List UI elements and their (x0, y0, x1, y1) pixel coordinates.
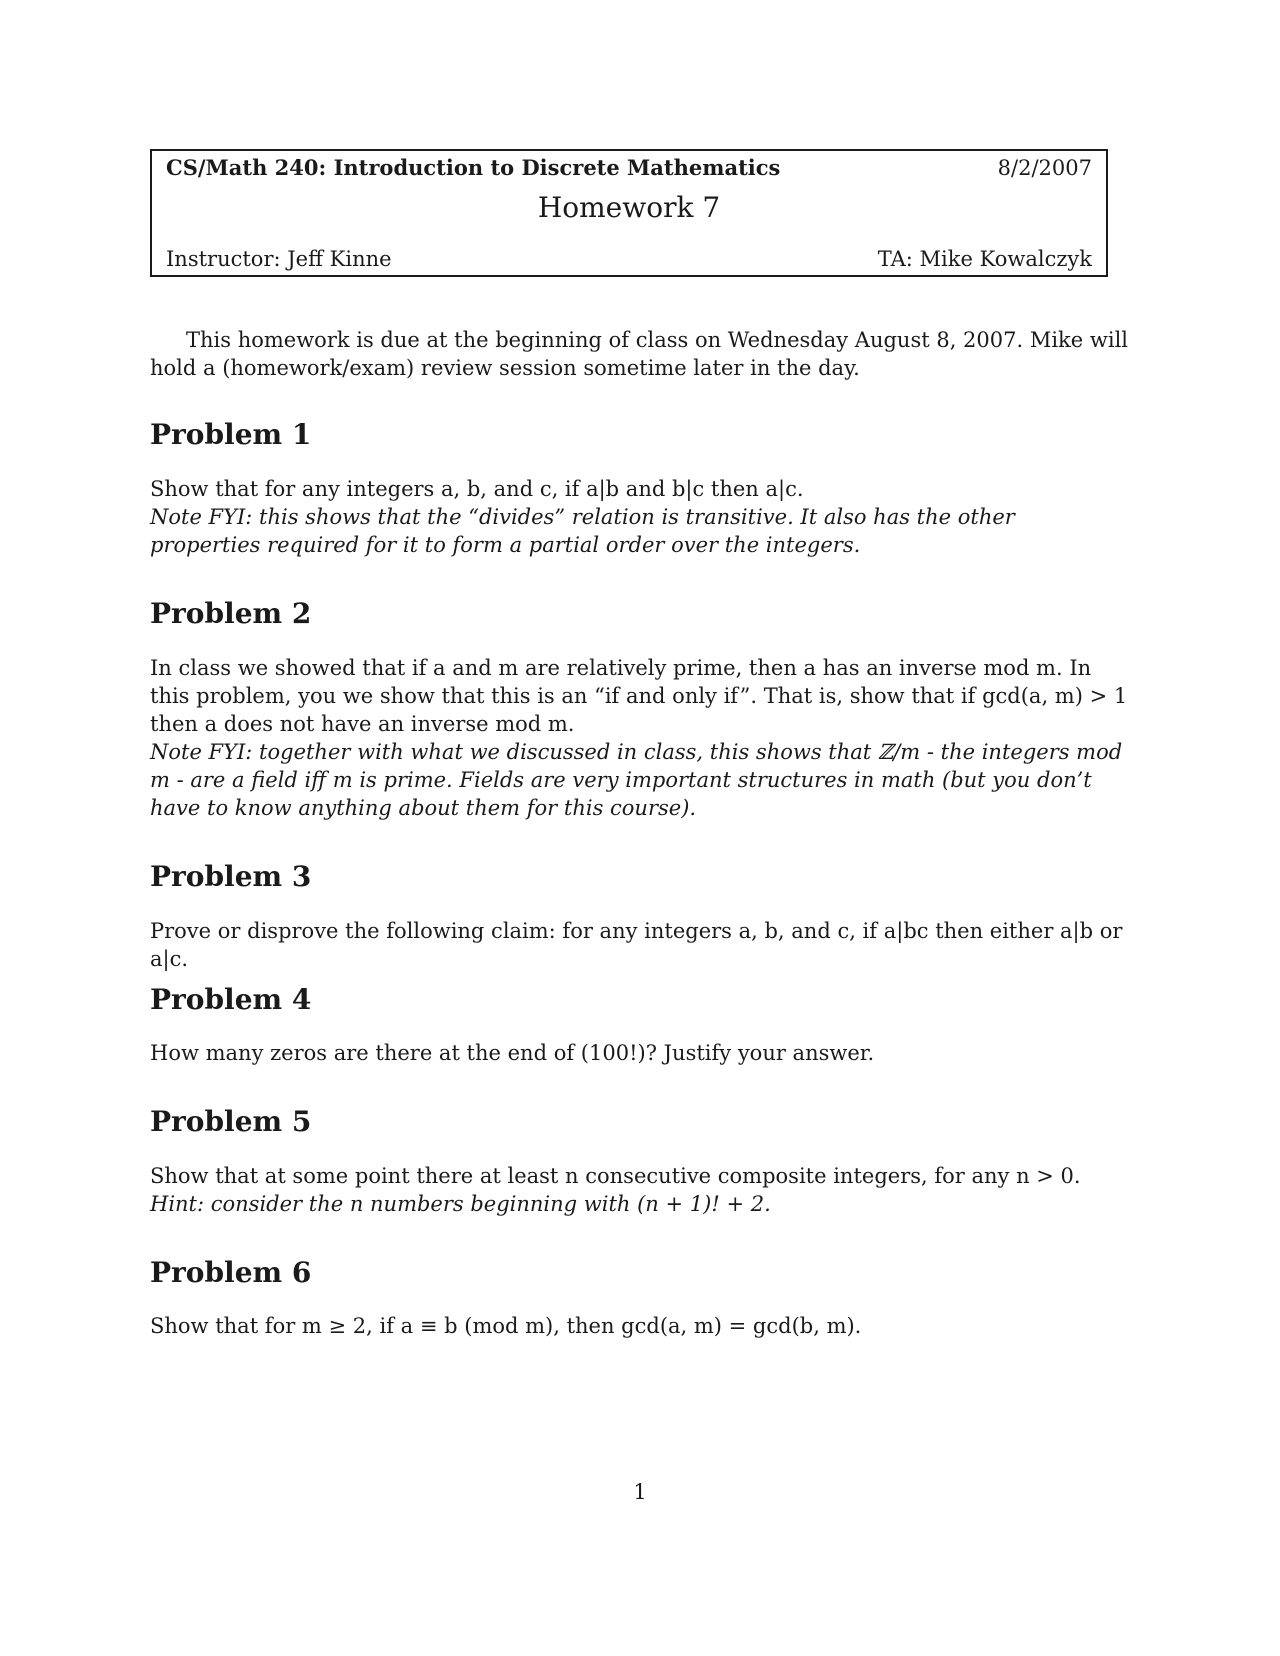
problem-2-body (150, 654, 1130, 822)
page-number: 1 (633, 1480, 647, 1504)
problem-3-body (150, 917, 1130, 973)
problem-5-body (150, 1162, 1130, 1218)
problem-1-body (150, 475, 1130, 559)
date: 8/2/2007 (997, 156, 1092, 180)
problem-6-heading: Problem 6 (150, 1256, 312, 1289)
problem-1-note: Note FYI: this shows that the “divides” relation is transitive. It also has the other properties required for it to form a partial order over the integers. (150, 505, 1015, 557)
homework-title: Homework 7 (537, 191, 721, 224)
problem-4-body (150, 1039, 1130, 1067)
problem-2-text: In class we showed that if a and m are relatively prime, then a has an inverse mod m. In this problem, you we show that this is an “if and only if”. That is, show that if gcd(a, m) > 1 then a does not have an inverse mod m. (150, 656, 1128, 736)
problem-4-heading: Problem 4 (150, 983, 312, 1016)
instructor: Instructor: Jeff Kinne (166, 247, 392, 271)
problem-2-note: Note FYI: together with what we discussed in class, this shows that ℤ/m - the integers mod m - are a field iff m is prime. Fields are very important structures in math (but you don’t have to know anything about them for this course). (150, 740, 1123, 820)
teaching-assistant: TA: Mike Kowalczyk (877, 247, 1092, 271)
problem-6-text: Show that for m ≥ 2, if a ≡ b (mod m), then gcd(a, m) = gcd(b, m). (150, 1314, 862, 1338)
header-box (150, 149, 1108, 277)
problem-5-text: Show that at some point there at least n consecutive composite integers, for any n > 0. (150, 1164, 1081, 1188)
course-title: CS/Math 240: Introduction to Discrete Mathematics (166, 155, 781, 180)
problem-2-heading: Problem 2 (150, 597, 312, 630)
problem-5-heading: Problem 5 (150, 1105, 312, 1138)
problem-6-body (150, 1312, 1130, 1340)
problem-5-hint: Hint: consider the n numbers beginning with (n + 1)! + 2. (150, 1192, 771, 1216)
problem-3-heading: Problem 3 (150, 860, 312, 893)
problem-1-heading: Problem 1 (150, 418, 312, 451)
problem-4-text: How many zeros are there at the end of (100!)? Justify your answer. (150, 1041, 875, 1065)
problem-3-text: Prove or disprove the following claim: for any integers a, b, and c, if a|bc then either a|b or a|c. (150, 919, 1123, 971)
intro-paragraph: This homework is due at the beginning of class on Wednesday August 8, 2007. Mike will hold a (homework/exam) review session sometime later in the day. (150, 328, 1129, 380)
problem-1-text: Show that for any integers a, b, and c, if a|b and b|c then a|c. (150, 477, 804, 501)
